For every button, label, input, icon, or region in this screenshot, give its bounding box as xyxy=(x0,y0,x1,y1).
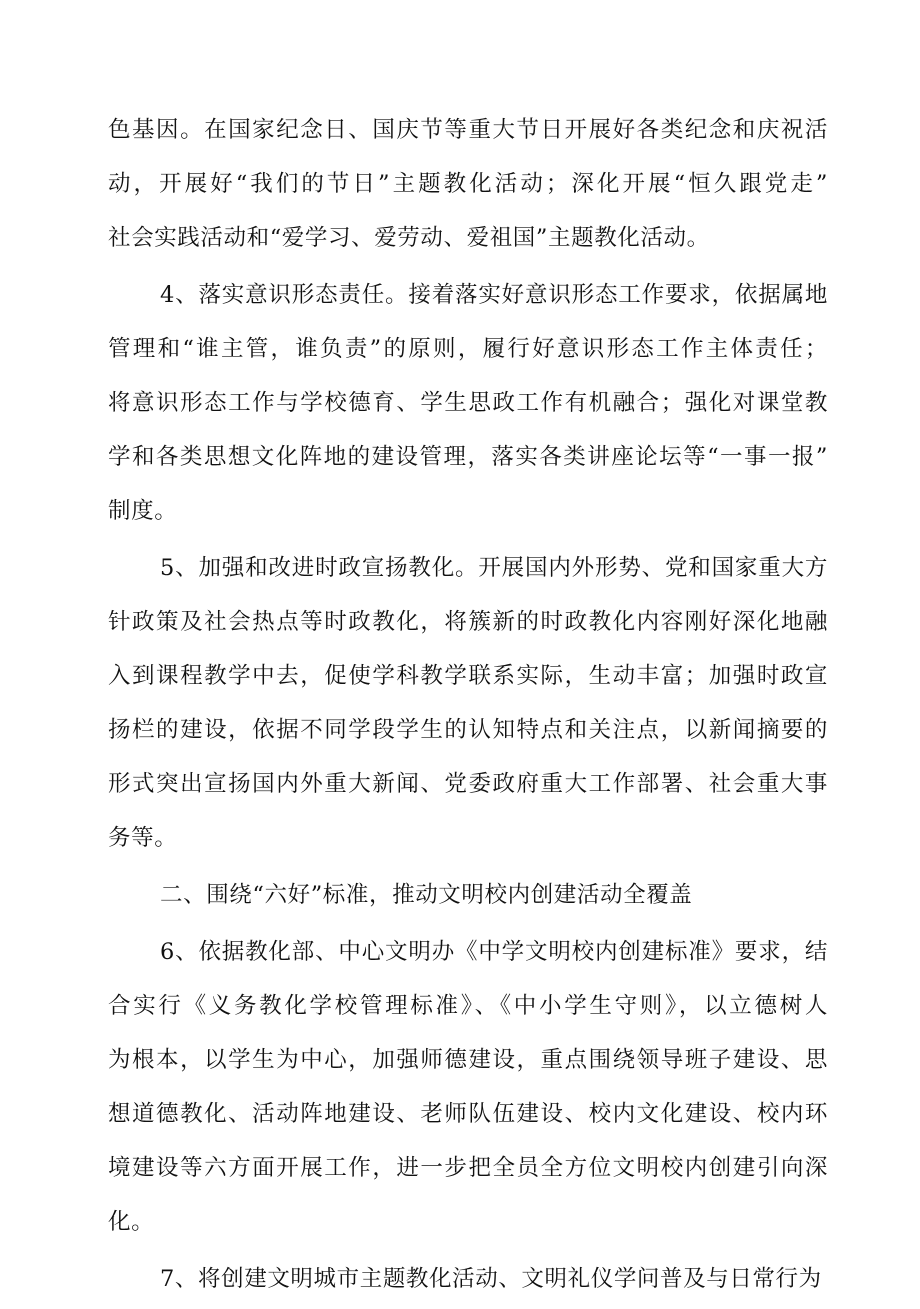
paragraph xyxy=(108,103,828,265)
text-line: 扬栏的建设，依据不同学段学生的认知特点和关注点，以新闻摘要的 xyxy=(108,717,828,743)
document-body xyxy=(108,103,828,1309)
text-line: 境建设等六方面开展工作，进一步把全员全方位文明校内创建引向深 xyxy=(108,1155,828,1181)
paragraph xyxy=(108,541,828,865)
text-line: 7、将创建文明城市主题教化活动、文明礼仪学问普及与日常行为 xyxy=(160,1266,822,1292)
text-line: 将意识形态工作与学校德育、学生思政工作有机融合；强化对课堂教 xyxy=(108,390,828,416)
text-line: 二、围绕“六好”标准，推动文明校内创建活动全覆盖 xyxy=(160,882,693,908)
text-line: 学和各类思想文化阵地的建设管理，落实各类讲座论坛等“一事一报” xyxy=(108,444,828,470)
text-line: 化。 xyxy=(108,1209,155,1235)
text-line: 制度。 xyxy=(108,498,178,524)
text-line: 6、依据教化部、中心文明办《中学文明校内创建标准》要求，结 xyxy=(160,939,828,965)
section-heading xyxy=(108,868,828,922)
text-line: 管理和“谁主管，谁负责”的原则，履行好意识形态工作主体责任； xyxy=(108,336,828,362)
text-line: 社会实践活动和“爱学习、爱劳动、爱祖国”主题教化活动。 xyxy=(108,225,710,251)
text-line: 4、落实意识形态责任。接着落实好意识形态工作要求，依据属地 xyxy=(160,282,828,308)
text-line: 形式突出宣扬国内外重大新闻、党委政府重大工作部署、社会重大事 xyxy=(108,771,828,797)
text-line: 色基因。在国家纪念日、国庆节等重大节日开展好各类纪念和庆祝活 xyxy=(108,117,828,143)
paragraph xyxy=(108,1252,828,1306)
text-line: 针政策及社会热点等时政教化，将簇新的时政教化内容刚好深化地融 xyxy=(108,609,828,635)
text-line: 为根本，以学生为中心，加强师德建设，重点围绕领导班子建设、思 xyxy=(108,1047,828,1073)
text-line: 5、加强和改进时政宣扬教化。开展国内外形势、党和国家重大方 xyxy=(160,555,828,581)
text-line: 想道德教化、活动阵地建设、老师队伍建设、校内文化建设、校内环 xyxy=(108,1101,828,1127)
text-line: 入到课程教学中去，促使学科教学联系实际，生动丰富；加强时政宣 xyxy=(108,663,828,689)
paragraph xyxy=(108,925,828,1249)
text-line: 动，开展好“我们的节日”主题教化活动；深化开展“恒久跟党走” xyxy=(108,171,828,197)
paragraph xyxy=(108,268,828,538)
text-line: 务等。 xyxy=(108,825,178,851)
text-line: 合实行《义务教化学校管理标准》、《中小学生守则》，以立德树人 xyxy=(108,993,828,1019)
